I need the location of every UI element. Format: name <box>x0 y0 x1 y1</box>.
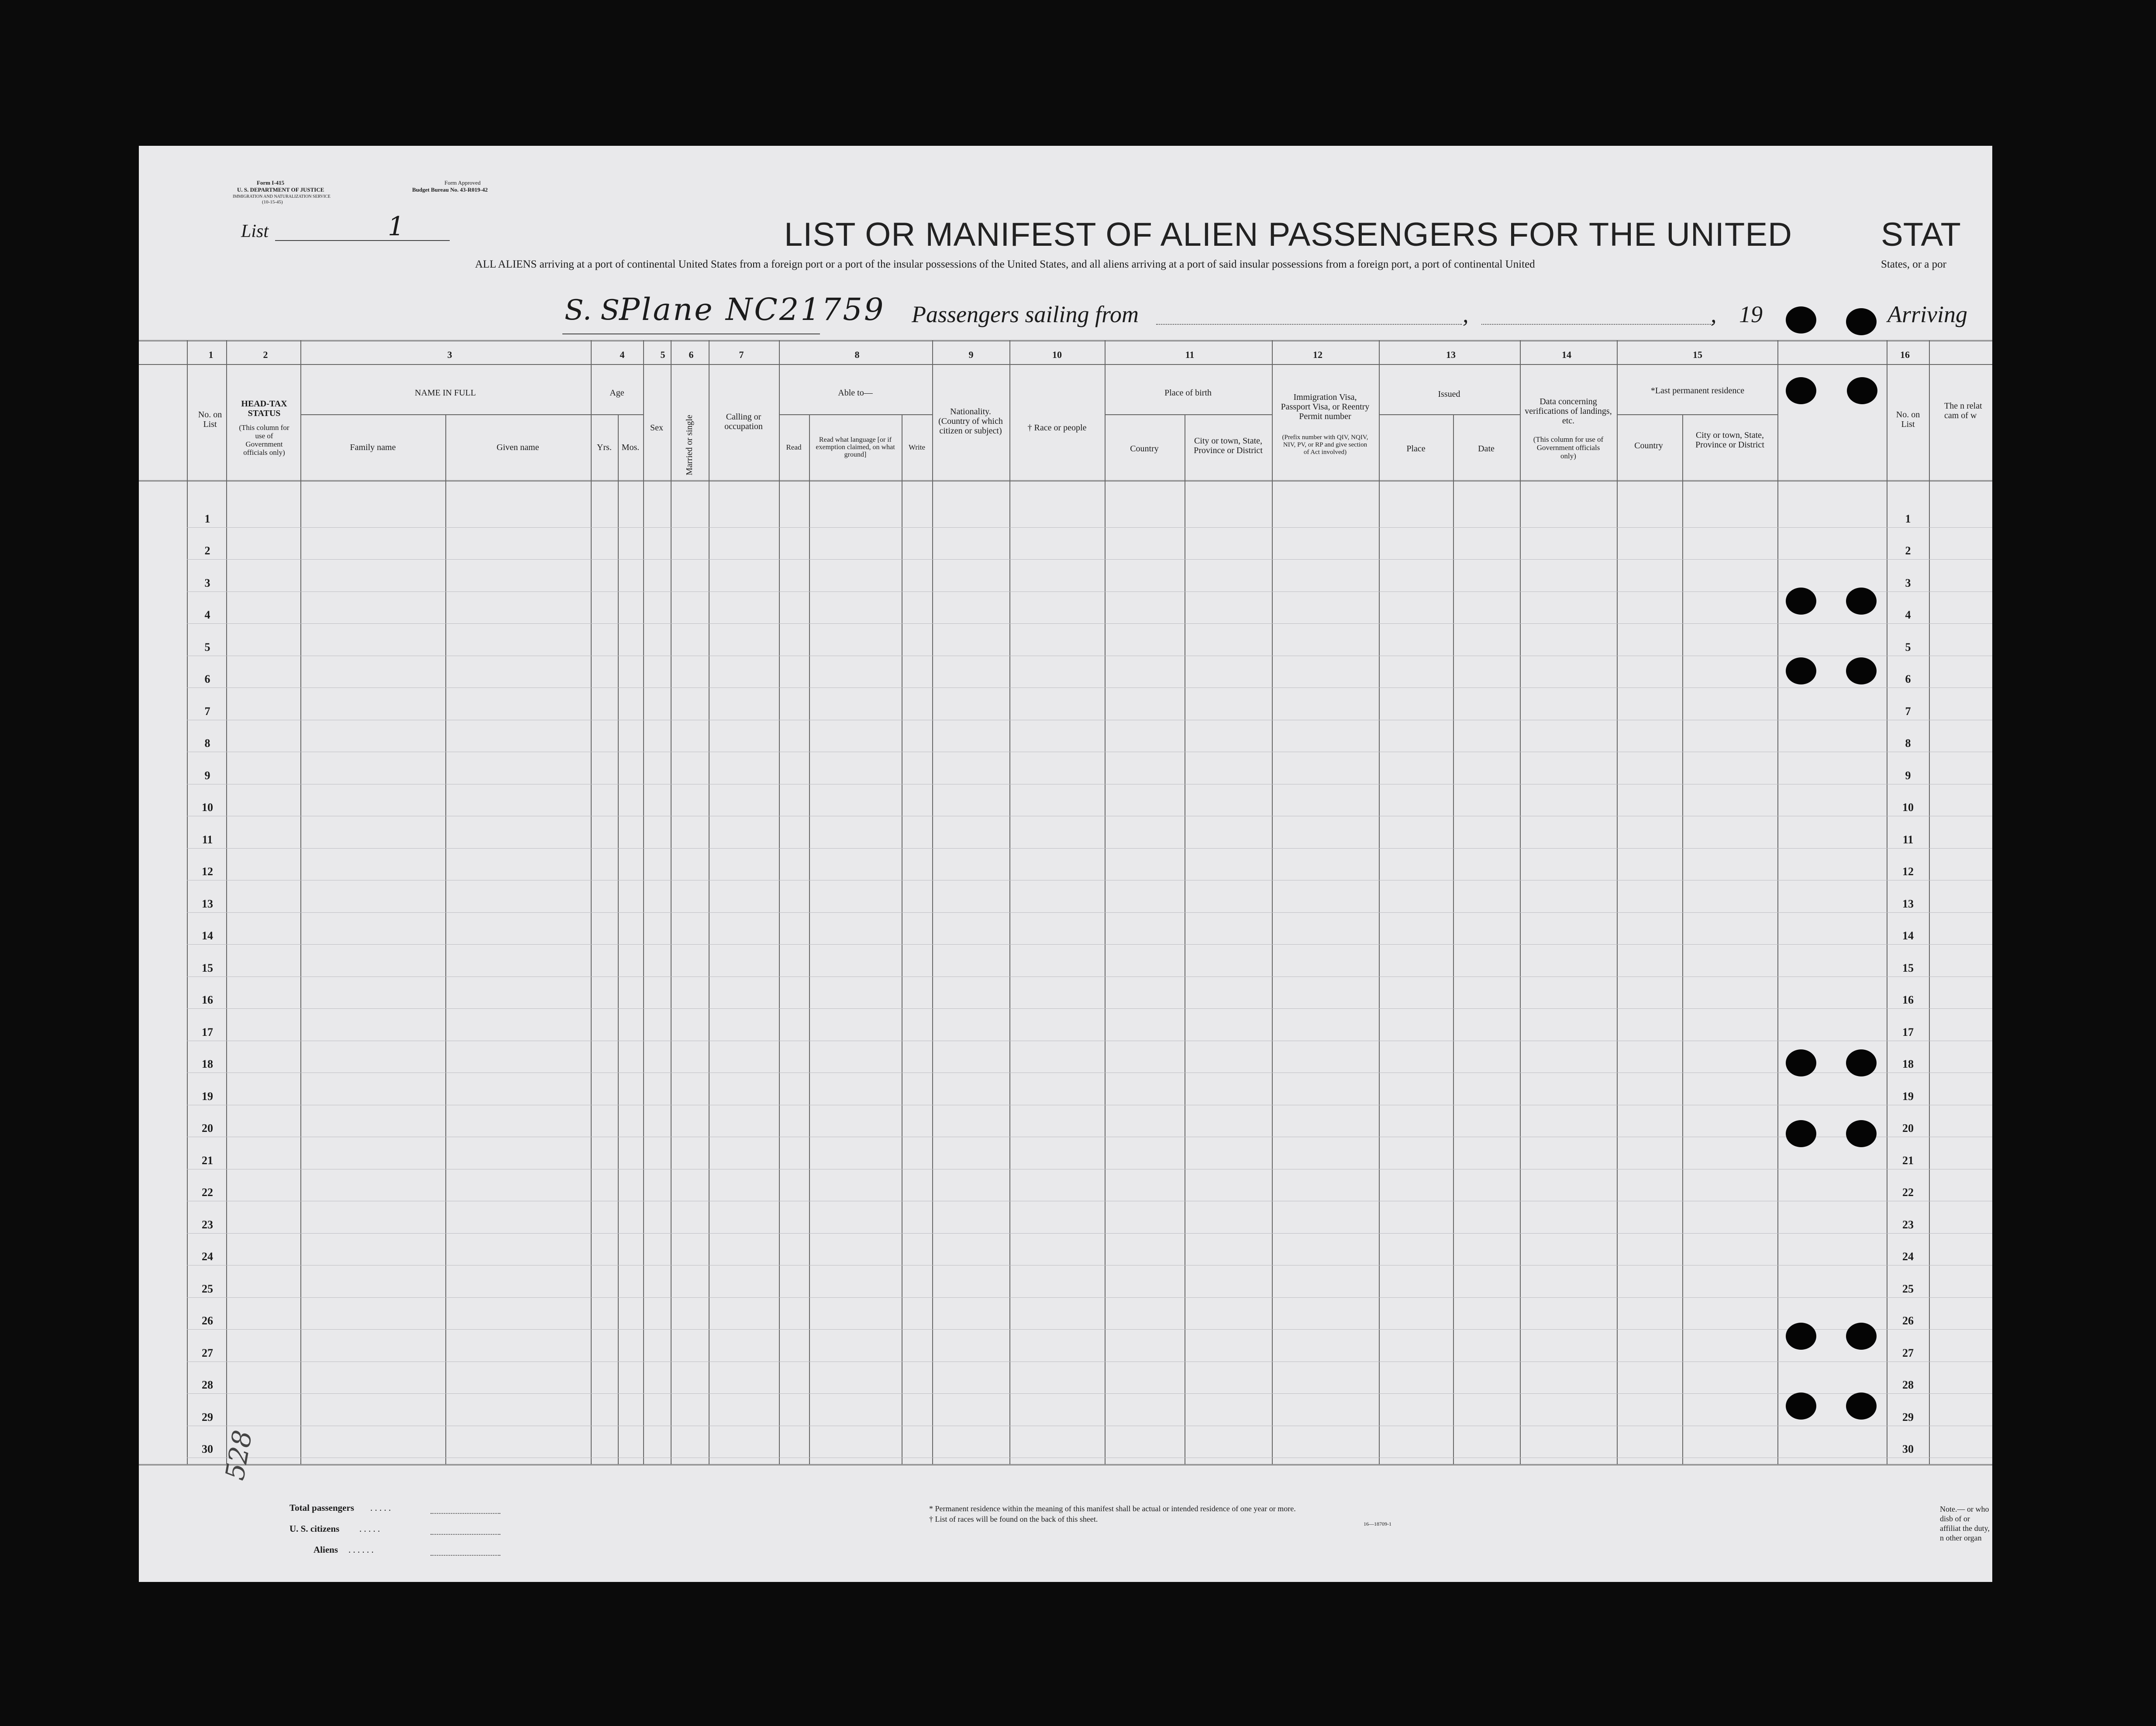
total-passengers-dots: . . . . . <box>370 1503 391 1513</box>
row-number-right: 2 <box>1905 544 1911 557</box>
col-line <box>1379 340 1380 1464</box>
punch-hole <box>1847 377 1877 404</box>
form-number: Form I-415 <box>257 179 285 186</box>
row-number-right: 14 <box>1902 929 1914 942</box>
col-line <box>445 414 446 1464</box>
col-line <box>1272 340 1273 1464</box>
us-citizens-field <box>431 1534 500 1535</box>
manifest-sheet <box>139 146 1992 1582</box>
given-name-header: Given name <box>496 443 539 452</box>
form-edition: (10-15-45) <box>262 199 283 205</box>
no-on-list-header: No. on List <box>198 410 222 429</box>
punch-hole <box>1786 588 1816 615</box>
col-line <box>1520 340 1521 1464</box>
col-line <box>300 340 301 1464</box>
head-tax-header: HEAD-TAX STATUS <box>241 399 287 418</box>
row-number: 20 <box>202 1122 213 1135</box>
punch-hole <box>1786 1049 1816 1076</box>
row-number: 16 <box>202 994 213 1006</box>
row-number: 29 <box>202 1410 213 1423</box>
race-footnote: † List of races will be found on the back of this sheet. <box>929 1515 1098 1523</box>
us-citizens-dots: . . . . . <box>359 1523 380 1534</box>
col-line <box>187 340 188 1464</box>
row-number-right: 15 <box>1902 961 1914 974</box>
head-tax-note: (This column for use of Government officials only) <box>239 423 289 457</box>
colnum-7: 7 <box>739 349 744 360</box>
row-number: 2 <box>204 544 210 557</box>
colnum-line <box>139 364 1992 365</box>
colnum-4: 4 <box>620 349 625 360</box>
row-number-right: 25 <box>1902 1282 1914 1295</box>
arriving-label: Arriving <box>1887 301 1967 327</box>
residence-subline <box>1617 414 1777 415</box>
table-top-line <box>139 340 1992 341</box>
row-number: 14 <box>202 929 213 942</box>
colnum-12: 12 <box>1313 349 1323 360</box>
row-number: 4 <box>204 609 210 621</box>
row-rule <box>187 1233 1992 1234</box>
row-rule <box>187 976 1992 977</box>
colnum-13: 13 <box>1446 349 1456 360</box>
manifest-subtitle-continued: States, or a por <box>1881 258 1946 270</box>
visa-header: Immigration Visa, Passport Visa, or Reentry Permit number <box>1281 392 1370 421</box>
row-number: 18 <box>202 1058 213 1070</box>
department: U. S. DEPARTMENT OF JUSTICE <box>237 186 324 193</box>
row-number: 23 <box>202 1218 213 1231</box>
row-rule <box>187 1329 1992 1330</box>
row-number-right: 20 <box>1902 1122 1914 1135</box>
family-name-header: Family name <box>350 443 396 452</box>
row-number-right: 17 <box>1902 1025 1914 1038</box>
row-rule <box>187 623 1992 624</box>
service: IMMIGRATION AND NATURALIZATION SERVICE <box>233 194 331 199</box>
punch-hole <box>1846 1392 1877 1420</box>
budget-bureau: Budget Bureau No. 43-R019-42 <box>412 186 488 193</box>
print-code: 16—18709-1 <box>1364 1521 1391 1527</box>
us-citizens-label: U. S. citizens <box>289 1523 340 1534</box>
margin-note: 528 <box>220 1428 258 1483</box>
punch-hole <box>1786 306 1816 334</box>
row-number-right: 4 <box>1905 609 1911 621</box>
calling-header: Calling or occupation <box>724 412 763 431</box>
row-number-right: 7 <box>1905 705 1911 718</box>
col-line <box>809 414 810 1464</box>
row-number-right: 24 <box>1902 1250 1914 1263</box>
row-number: 22 <box>202 1186 213 1199</box>
colnum-10: 10 <box>1052 349 1062 360</box>
punch-hole <box>1846 308 1877 335</box>
row-number: 17 <box>202 1025 213 1038</box>
punch-hole <box>1846 657 1877 684</box>
row-number: 5 <box>204 640 210 653</box>
form-approved: Form Approved <box>444 179 481 186</box>
visa-note: (Prefix number with QIV, NQIV, NIV, PV, or RP and give section of Act involved) <box>1282 434 1368 456</box>
data-landings-header: Data concerning verifications of landings, etc. <box>1525 397 1612 426</box>
row-number: 7 <box>204 705 210 718</box>
col-line <box>1929 340 1930 1464</box>
manifest-title: LIST OR MANIFEST OF ALIEN PASSENGERS FOR THE UNITED <box>784 216 1792 253</box>
issued-header: Issued <box>1438 389 1460 399</box>
colnum-6: 6 <box>689 349 694 360</box>
row-number-right: 26 <box>1902 1314 1914 1327</box>
punch-hole <box>1846 1323 1877 1350</box>
row-number-right: 27 <box>1902 1346 1914 1359</box>
row-number-right: 6 <box>1905 673 1911 685</box>
row-rule <box>187 944 1992 945</box>
right-cut-header: The n relat cam of w <box>1944 401 1982 420</box>
col-line <box>1682 414 1683 1464</box>
comma2: , <box>1711 301 1717 327</box>
row-number: 19 <box>202 1090 213 1103</box>
col-line <box>618 414 619 1464</box>
row-number-right: 22 <box>1902 1186 1914 1199</box>
married-header: Married or single <box>685 415 694 475</box>
col-line <box>1777 340 1778 1464</box>
row-rule <box>187 1297 1992 1298</box>
row-number: 25 <box>202 1282 213 1295</box>
punch-hole <box>1846 588 1877 615</box>
residence-footnote: * Permanent residence within the meaning of this manifest shall be actual or intended residence of one year or more. <box>929 1504 1296 1513</box>
punch-hole <box>1786 1120 1816 1147</box>
sailing-date-field <box>1481 324 1713 325</box>
race-header: † Race or people <box>1027 423 1087 433</box>
sailing-from-field <box>1156 324 1462 325</box>
row-number-right: 21 <box>1902 1154 1914 1167</box>
list-number: 1 <box>388 211 405 242</box>
row-number-right: 1 <box>1905 512 1911 525</box>
yrs-header: Yrs. <box>597 443 612 452</box>
row-number-right: 3 <box>1905 576 1911 589</box>
row-number-right: 13 <box>1902 897 1914 910</box>
row-number-right: 12 <box>1902 865 1914 878</box>
colnum-16: 16 <box>1900 349 1910 360</box>
manifest-title-continued: STAT <box>1881 216 1961 253</box>
row-rule <box>187 559 1992 560</box>
punch-hole <box>1786 1392 1816 1420</box>
row-number: 10 <box>202 801 213 814</box>
age-subline <box>591 414 643 415</box>
issued-date-header: Date <box>1478 444 1495 454</box>
list-label: List <box>241 221 269 241</box>
row-number: 13 <box>202 897 213 910</box>
row-rule <box>187 1393 1992 1394</box>
colnum-11: 11 <box>1185 349 1195 360</box>
row-number-right: 30 <box>1902 1443 1914 1455</box>
col-line <box>226 340 227 1464</box>
col-line <box>671 340 672 1464</box>
place-of-birth-header: Place of birth <box>1164 388 1212 398</box>
write-header: Write <box>908 443 926 451</box>
aliens-field <box>431 1555 500 1556</box>
name-subline <box>300 414 591 415</box>
vessel-name-handwritten: Plane NC21759 <box>619 292 885 327</box>
row-number-right: 9 <box>1905 769 1911 782</box>
row-number-right: 8 <box>1905 737 1911 750</box>
colnum-15: 15 <box>1693 349 1702 360</box>
able-to-header: Able to— <box>838 388 873 398</box>
residence-country-header: Country <box>1634 441 1663 450</box>
colnum-2: 2 <box>263 349 268 360</box>
mos-header: Mos. <box>621 443 640 452</box>
able-subline <box>779 414 932 415</box>
issued-place-header: Place <box>1406 444 1426 454</box>
total-passengers-field <box>431 1513 500 1514</box>
col-line <box>1453 414 1454 1464</box>
total-passengers-label: Total passengers <box>289 1503 354 1513</box>
punch-hole <box>1846 1049 1877 1076</box>
punch-hole <box>1786 657 1816 684</box>
row-number: 15 <box>202 961 213 974</box>
nationality-header: Nationality. (Country of which citizen or subject) <box>938 407 1003 436</box>
birth-country-header: Country <box>1130 444 1159 454</box>
colnum-3: 3 <box>447 349 452 360</box>
issued-subline <box>1379 414 1520 415</box>
row-rule <box>187 1008 1992 1009</box>
row-number: 11 <box>202 833 213 846</box>
birth-subline <box>1105 414 1272 415</box>
row-number: 27 <box>202 1346 213 1359</box>
row-rule <box>187 527 1992 528</box>
read-language-header: Read what language [or if exemption claimed, on what ground] <box>816 436 895 458</box>
row-number-right: 16 <box>1902 994 1914 1006</box>
row-number: 26 <box>202 1314 213 1327</box>
punch-hole <box>1846 1120 1877 1147</box>
col-line <box>932 340 933 1464</box>
row-number-right: 28 <box>1902 1379 1914 1391</box>
age-header: Age <box>610 388 624 398</box>
aliens-dots: . . . . . . <box>348 1544 374 1555</box>
punch-hole <box>1786 377 1816 404</box>
comma: , <box>1463 301 1469 327</box>
no-on-list-header-right: No. on List <box>1896 410 1920 429</box>
colnum-14: 14 <box>1562 349 1571 360</box>
read-header: Read <box>786 443 802 451</box>
aliens-label: Aliens <box>313 1544 338 1555</box>
row-number-right: 5 <box>1905 640 1911 653</box>
punch-hole <box>1786 1323 1816 1350</box>
row-number: 6 <box>204 673 210 685</box>
data-landings-note: (This column for use of Government officials only) <box>1533 435 1604 460</box>
row-number: 21 <box>202 1154 213 1167</box>
col-line <box>1617 340 1618 1464</box>
col-line <box>591 340 592 1464</box>
table-bottom-line <box>139 1464 1992 1465</box>
row-number-right: 23 <box>1902 1218 1914 1231</box>
row-number: 3 <box>204 576 210 589</box>
row-number: 30 <box>202 1443 213 1455</box>
year-prefix: 19 <box>1739 301 1763 327</box>
row-number: 24 <box>202 1250 213 1263</box>
vessel-prefix: S. S. <box>565 294 628 327</box>
colnum-9: 9 <box>968 349 974 360</box>
row-number-right: 11 <box>1902 833 1914 846</box>
row-number: 1 <box>204 512 210 525</box>
sailing-from-label: Passengers sailing from <box>912 301 1139 327</box>
row-number: 9 <box>204 769 210 782</box>
row-number: 8 <box>204 737 210 750</box>
name-in-full-header: NAME IN FULL <box>415 388 476 398</box>
col-line <box>643 340 644 1464</box>
colnum-1: 1 <box>208 349 214 360</box>
row-number-right: 29 <box>1902 1410 1914 1423</box>
sex-header: Sex <box>650 423 663 433</box>
col-line <box>1009 340 1010 1464</box>
row-number-right: 10 <box>1902 801 1914 814</box>
col-line <box>1105 340 1106 1464</box>
birth-city-header: City or town, State, Province or District <box>1194 436 1263 455</box>
row-number: 12 <box>202 865 213 878</box>
list-underline <box>275 240 450 241</box>
header-bottom-line <box>139 480 1992 481</box>
colnum-5: 5 <box>660 349 665 360</box>
col-line <box>779 340 780 1464</box>
manifest-subtitle: ALL ALIENS arriving at a port of continental United States from a foreign port or a port of the insular possessions of the United States, and all aliens arriving at a port of said insular possessions from a foreign port, a port of continental United <box>475 258 1535 270</box>
row-number: 28 <box>202 1379 213 1391</box>
row-rule <box>187 848 1992 849</box>
row-rule <box>187 591 1992 592</box>
row-number-right: 18 <box>1902 1058 1914 1070</box>
residence-city-header: City or town, State, Province or District <box>1695 430 1764 450</box>
row-number-right: 19 <box>1902 1090 1914 1103</box>
row-rule <box>187 912 1992 913</box>
last-residence-header: *Last permanent residence <box>1650 386 1745 395</box>
right-note: Note.— or who disb of or affiliat the duty, n other organ <box>1940 1505 1990 1542</box>
colnum-8: 8 <box>854 349 860 360</box>
